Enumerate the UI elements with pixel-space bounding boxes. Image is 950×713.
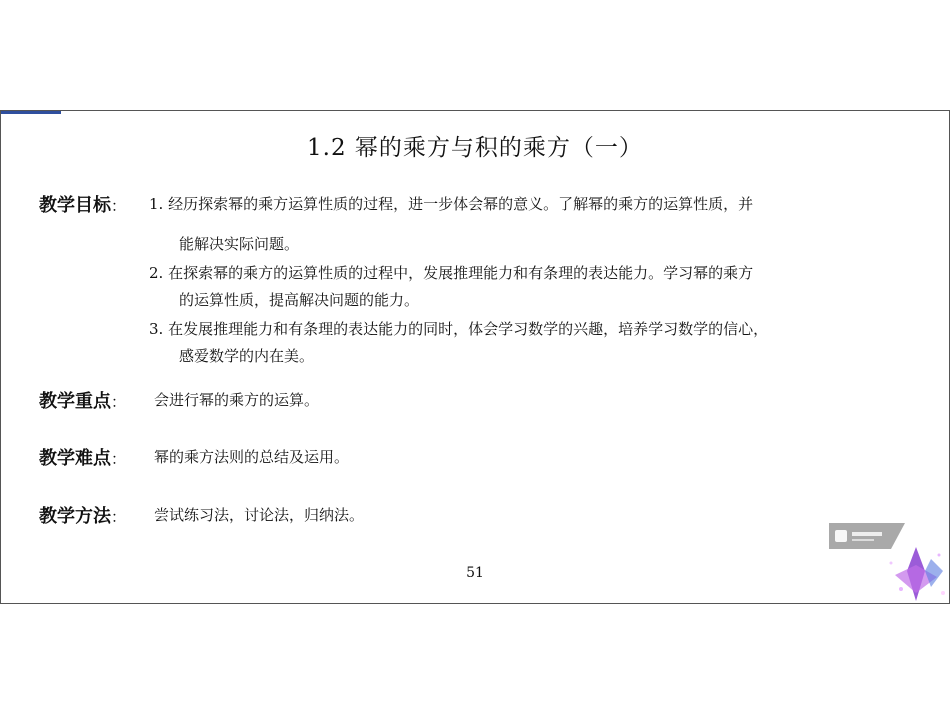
objective-line-5: 3. 在发展推理能力和有条理的表达能力的同时，体会学习数学的兴趣，培养学习数学的信心， bbox=[149, 320, 769, 338]
objective-line-1: 1. 经历探索幂的乘方运算性质的过程，进一步体会幂的意义。了解幂的乘方的运算性质，并 bbox=[149, 195, 754, 213]
accent-bar bbox=[1, 111, 61, 114]
objective-line-2: 能解决实际问题。 bbox=[179, 235, 300, 253]
method-label: 教学方法： bbox=[39, 506, 127, 527]
objective-line-4: 的运算性质，提高解决问题的能力。 bbox=[179, 291, 420, 309]
method-text: 尝试练习法，讨论法，归纳法。 bbox=[154, 506, 365, 524]
objectives-label: 教学目标： bbox=[39, 195, 127, 216]
slide bbox=[0, 110, 950, 604]
slide-title: 1.2 幂的乘方与积的乘方（一） bbox=[307, 135, 643, 161]
purple-crystal-sparkle-icon bbox=[881, 541, 950, 604]
difficulty-label: 教学难点： bbox=[39, 448, 127, 469]
difficulty-text: 幂的乘方法则的总结及运用。 bbox=[154, 448, 350, 466]
key-point-label: 教学重点： bbox=[39, 391, 127, 412]
page-number: 51 bbox=[466, 565, 484, 581]
objective-line-3: 2. 在探索幂的乘方的运算性质的过程中，发展推理能力和有条理的表达能力。学习幂的乘方 bbox=[149, 264, 754, 282]
objective-line-6: 感爱数学的内在美。 bbox=[179, 347, 315, 365]
key-point-text: 会进行幂的乘方的运算。 bbox=[154, 391, 320, 409]
